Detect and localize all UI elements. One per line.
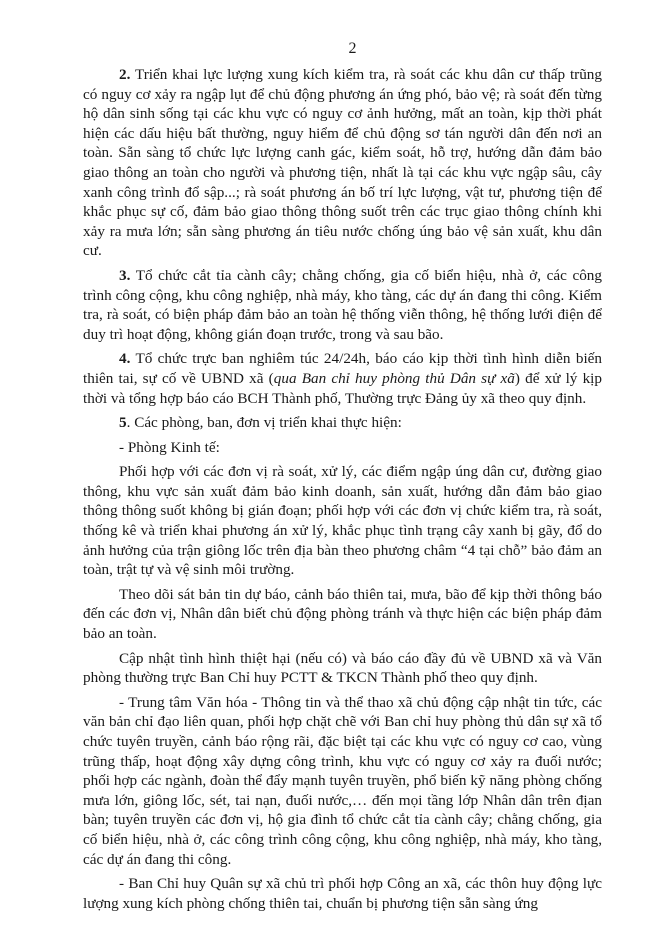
paragraph-text: Tổ chức trực ban nghiêm túc 24/24h, báo cáo kịp thời tình hình diễn biến thiên tai, sự cố về UBND xã (: [83, 350, 602, 387]
paragraph-text: . Các phòng, ban, đơn vị triển khai thực hiện:: [126, 414, 402, 432]
body-paragraph: Phối hợp với các đơn vị rà soát, xử lý, các điểm ngập úng dân cư, đường giao thông, khu vực sản xuất đảm bảo kinh doanh, sản xuất, hướng dẫn đảm bảo giao thông thông suốt không bị gián đoạn; phối hợp với các đơn vị chức kiểm tra, rà soát, thống kê và triển khai phương án xử lý, khắc phục tình trạng cây xanh bị gãy, đổ do ảnh hưởng của trận giông lốc trên địa bàn theo phương châm “4 tại chỗ” bảo đảm an toàn, trật tự và vệ sinh môi trường.: [83, 463, 602, 579]
body-paragraph: - Ban Chỉ huy Quân sự xã chủ trì phối hợp Công an xã, các thôn huy động lực lượng xung kích phòng chống thiên tai, chuẩn bị phương tiện sẵn sàng ứng: [83, 875, 602, 912]
body-paragraph: Theo dõi sát bản tin dự báo, cảnh báo thiên tai, mưa, bão để kịp thời thông báo đến các đơn vị, Nhân dân biết chủ động phòng tránh và thực hiện các biện pháp đảm bảo an toàn.: [83, 585, 602, 643]
item-number: 3.: [119, 266, 131, 284]
item-number: 2.: [119, 66, 131, 83]
paragraph-4: [83, 349, 602, 408]
item-number: 5: [119, 414, 127, 432]
section-heading-phong-kinh-te: - Phòng Kinh tế:: [119, 438, 220, 456]
paragraph-text: Triển khai lực lượng xung kích kiểm tra, rà soát các khu dân cư thấp trũng có nguy cơ xảy ra ngập lụt để chủ động phương án ứng phó, bảo vệ; rà soát đến từng hộ dân sinh sống tại các khu vực có nguy cơ ảnh hưởng, mất an toàn, kịp thời phát hiện các dấu hiệu bất thường, nguy hiểm để chủ động sơ tán người dân đến nơi an toàn. Sẵn sàng tổ chức lực lượng canh gác, kiểm soát, hỗ trợ, hướng dẫn đảm bảo giao thông an toàn cho người và phương tiện, nhất là tại các khu vực ngập sâu, cây xanh công trình đổ sập...; rà soát phương án bố trí lực lượng, vật tư, phương tiện để khắc phục sự cố, đảm bảo giao thông thông suốt trên các trục giao thông chính khi xảy ra mưa lớn; sẵn sàng phương án tiêu nước chống úng bảo vệ sản xuất, khu dân cư.: [83, 66, 602, 260]
paragraph-text: Tổ chức cắt tỉa cành cây; chằng chống, gia cố biển hiệu, nhà ở, các công trình công cộng, khu công nghiệp, nhà máy, kho tàng, các dự án đang thi công. Kiểm tra, rà soát, có biện pháp đảm bảo an toàn hệ thống viễn thông, hệ thống lưới điện để duy trì hoạt động, không gián đoạn trước, trong và sau bão.: [83, 266, 602, 343]
paragraph-2: [83, 65, 602, 261]
italic-reference: qua Ban chỉ huy phòng thủ Dân sự xã: [273, 369, 515, 387]
item-number: 4.: [119, 350, 131, 368]
paragraph-3: [83, 266, 602, 344]
paragraph-text: ) để xử lý kịp thời và tổng hợp báo cáo BCH Thành phố, Thường trực Đảng ủy xã theo quy định.: [83, 369, 602, 407]
page-number: 2: [348, 40, 357, 57]
paragraph-5: [83, 413, 602, 433]
body-paragraph: Cập nhật tình hình thiệt hại (nếu có) và báo cáo đầy đủ về UBND xã và Văn phòng thường trực Ban Chỉ huy PCTT & TKCN Thành phố theo quy định.: [83, 649, 602, 687]
body-paragraph: - Trung tâm Văn hóa - Thông tin và thể thao xã chủ động cập nhật tin tức, các văn bản chỉ đạo liên quan, phối hợp chặt chẽ với Ban chỉ huy phòng thủ dân sự xã tổ chức tuyên truyền, cảnh báo rộng rãi, đặc biệt tại các khu vực có nguy cơ cao, vùng trũng thấp, hoạt động xây dựng công trình, khu vực có nguy cơ xảy ra đuối nước; phối hợp các ngành, đoàn thể đẩy mạnh tuyên truyền, phổ biến kỹ năng phòng chống mưa lớn, giông lốc, sét, tai nạn, đuối nước,… đến mọi tầng lớp Nhân dân trên địan bàn; tuyên truyền các đơn vị, hộ gia đình tổ chức cắt tỉa cành cây; chằng chống, gia cố biển hiệu, nhà ở, các công trình công cộng, khu công nghiệp, nhà máy, kho tàng, các dự án đang thi công.: [83, 693, 602, 868]
